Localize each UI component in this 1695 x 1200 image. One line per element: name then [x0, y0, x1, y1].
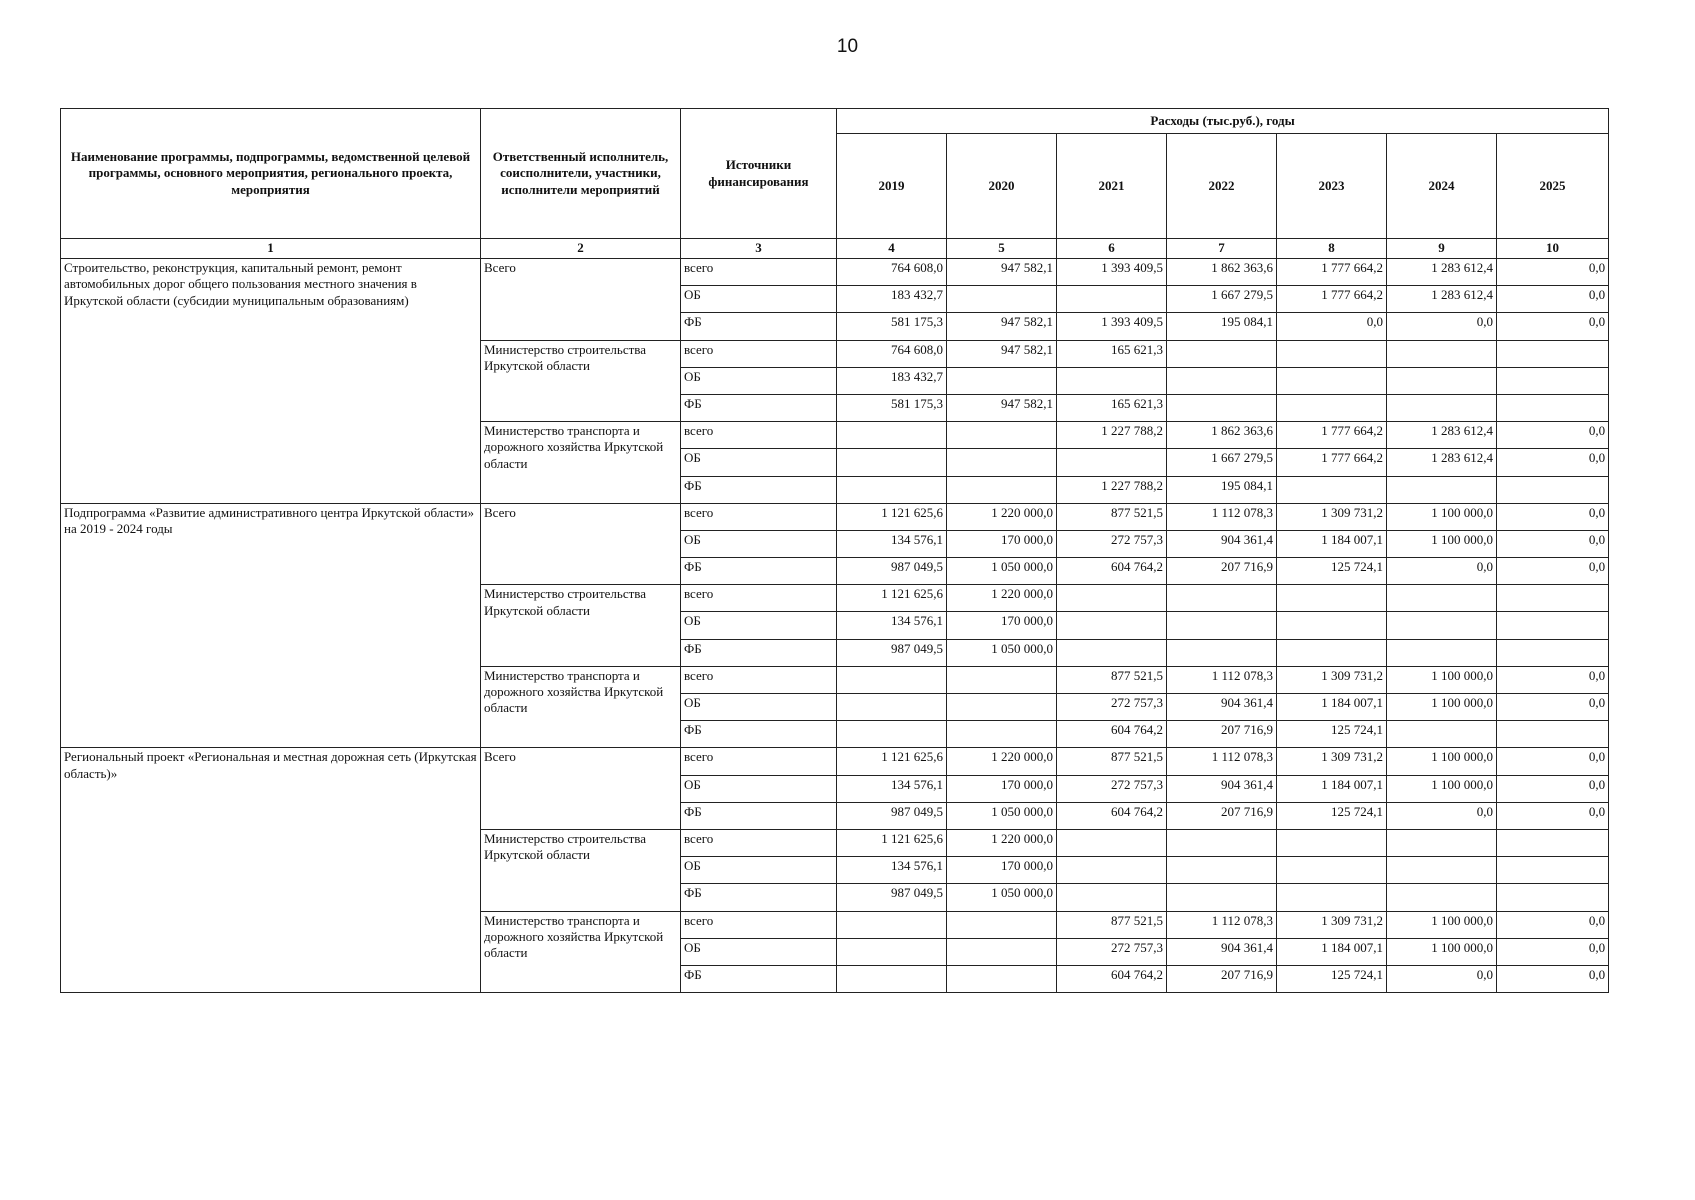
expense-value — [1387, 612, 1497, 639]
expense-value: 1 667 279,5 — [1167, 286, 1277, 313]
expense-value — [1387, 857, 1497, 884]
funding-source: ОБ — [681, 449, 837, 476]
header-year: 2024 — [1387, 134, 1497, 239]
expense-value: 1 100 000,0 — [1387, 938, 1497, 965]
expense-value: 0,0 — [1497, 911, 1609, 938]
executor-name: Министерство строительства Иркутской области — [481, 829, 681, 911]
expense-value: 1 309 731,2 — [1277, 503, 1387, 530]
expense-value — [947, 449, 1057, 476]
expense-value — [1387, 585, 1497, 612]
expense-value — [1387, 476, 1497, 503]
funding-source: ОБ — [681, 286, 837, 313]
expense-value — [837, 911, 947, 938]
expense-value — [1167, 585, 1277, 612]
expense-value — [1497, 884, 1609, 911]
expense-value: 272 757,3 — [1057, 694, 1167, 721]
expense-value: 125 724,1 — [1277, 965, 1387, 992]
expense-value: 1 100 000,0 — [1387, 666, 1497, 693]
executor-name: Всего — [481, 748, 681, 830]
expense-value: 1 220 000,0 — [947, 829, 1057, 856]
expense-value — [1277, 340, 1387, 367]
expense-value: 0,0 — [1497, 666, 1609, 693]
expense-value — [1387, 340, 1497, 367]
expense-value — [1497, 340, 1609, 367]
column-number: 1 — [61, 239, 481, 259]
funding-source: всего — [681, 585, 837, 612]
expense-value: 904 361,4 — [1167, 694, 1277, 721]
expense-value — [1167, 612, 1277, 639]
expense-value: 0,0 — [1497, 259, 1609, 286]
executor-name: Всего — [481, 259, 681, 341]
column-number: 7 — [1167, 239, 1277, 259]
expense-value — [1497, 585, 1609, 612]
expense-value: 1 220 000,0 — [947, 503, 1057, 530]
expense-value — [1057, 829, 1167, 856]
expense-value — [1277, 476, 1387, 503]
expense-value: 987 049,5 — [837, 884, 947, 911]
expense-value — [1497, 639, 1609, 666]
expense-value: 947 582,1 — [947, 394, 1057, 421]
funding-source: ФБ — [681, 802, 837, 829]
expense-value: 1 393 409,5 — [1057, 259, 1167, 286]
table-row — [61, 503, 1609, 530]
expense-value: 0,0 — [1387, 558, 1497, 585]
funding-source: всего — [681, 503, 837, 530]
funding-source: всего — [681, 829, 837, 856]
expense-value — [1387, 884, 1497, 911]
expense-value — [947, 476, 1057, 503]
expense-value — [947, 367, 1057, 394]
expense-value — [837, 694, 947, 721]
expense-value: 170 000,0 — [947, 530, 1057, 557]
funding-source: ОБ — [681, 775, 837, 802]
expense-value: 0,0 — [1497, 748, 1609, 775]
funding-source: ФБ — [681, 965, 837, 992]
expense-value: 904 361,4 — [1167, 775, 1277, 802]
expense-value: 1 184 007,1 — [1277, 694, 1387, 721]
expense-value: 165 621,3 — [1057, 340, 1167, 367]
table-body — [61, 259, 1609, 993]
funding-source: ФБ — [681, 558, 837, 585]
expense-value — [1167, 639, 1277, 666]
program-name: Региональный проект «Региональная и местная дорожная сеть (Иркутская область)» — [61, 748, 481, 993]
expense-value: 272 757,3 — [1057, 530, 1167, 557]
expense-value: 1 184 007,1 — [1277, 530, 1387, 557]
header-name: Наименование программы, подпрограммы, ведомственной целевой программы, основного мероприятия, регионального проекта, мероприятия — [61, 109, 481, 239]
expense-value: 1 112 078,3 — [1167, 503, 1277, 530]
column-number: 8 — [1277, 239, 1387, 259]
expense-value: 987 049,5 — [837, 639, 947, 666]
expense-value: 904 361,4 — [1167, 938, 1277, 965]
page-number: 10 — [836, 36, 859, 57]
expense-value — [837, 476, 947, 503]
expense-value: 1 309 731,2 — [1277, 666, 1387, 693]
expense-value — [1277, 857, 1387, 884]
header-year: 2021 — [1057, 134, 1167, 239]
expense-value: 0,0 — [1497, 938, 1609, 965]
expense-value: 581 175,3 — [837, 394, 947, 421]
expense-value: 1 283 612,4 — [1387, 259, 1497, 286]
expense-value: 1 777 664,2 — [1277, 259, 1387, 286]
executor-name: Министерство транспорта и дорожного хозяйства Иркутской области — [481, 911, 681, 993]
expense-value: 1 184 007,1 — [1277, 938, 1387, 965]
expense-value: 134 576,1 — [837, 612, 947, 639]
funding-source: ФБ — [681, 476, 837, 503]
expense-value: 604 764,2 — [1057, 558, 1167, 585]
expense-value: 1 121 625,6 — [837, 829, 947, 856]
funding-source: ОБ — [681, 857, 837, 884]
executor-name: Министерство транспорта и дорожного хозяйства Иркутской области — [481, 422, 681, 504]
header-year: 2019 — [837, 134, 947, 239]
header-expenses: Расходы (тыс.руб.), годы — [837, 109, 1609, 134]
expense-value: 0,0 — [1497, 558, 1609, 585]
expense-value — [947, 721, 1057, 748]
expense-value — [1497, 367, 1609, 394]
expense-value: 1 050 000,0 — [947, 639, 1057, 666]
expense-value: 1 121 625,6 — [837, 585, 947, 612]
expense-value — [837, 666, 947, 693]
funding-source: всего — [681, 259, 837, 286]
budget-table — [60, 108, 1609, 993]
expense-value: 947 582,1 — [947, 313, 1057, 340]
funding-source: всего — [681, 748, 837, 775]
expense-value: 764 608,0 — [837, 340, 947, 367]
expense-value: 947 582,1 — [947, 340, 1057, 367]
expense-value: 207 716,9 — [1167, 802, 1277, 829]
expense-value — [1277, 884, 1387, 911]
expense-value — [1167, 340, 1277, 367]
expense-value — [1057, 367, 1167, 394]
funding-source: ФБ — [681, 639, 837, 666]
expense-value: 1 227 788,2 — [1057, 422, 1167, 449]
expense-value: 125 724,1 — [1277, 802, 1387, 829]
expense-value: 1 309 731,2 — [1277, 748, 1387, 775]
program-name: Подпрограмма «Развитие административного центра Иркутской области» на 2019 - 2024 годы — [61, 503, 481, 748]
expense-value — [837, 422, 947, 449]
expense-value — [1167, 394, 1277, 421]
expense-value: 1 393 409,5 — [1057, 313, 1167, 340]
expense-value — [1167, 829, 1277, 856]
expense-value: 1 777 664,2 — [1277, 422, 1387, 449]
expense-value: 125 724,1 — [1277, 558, 1387, 585]
expense-value — [1167, 857, 1277, 884]
expense-value — [1057, 612, 1167, 639]
funding-source: ОБ — [681, 530, 837, 557]
expense-value — [1167, 367, 1277, 394]
expense-value — [1057, 286, 1167, 313]
funding-source: всего — [681, 340, 837, 367]
funding-source: всего — [681, 911, 837, 938]
expense-value: 581 175,3 — [837, 313, 947, 340]
funding-source: ОБ — [681, 694, 837, 721]
expense-value: 877 521,5 — [1057, 748, 1167, 775]
expense-value — [947, 422, 1057, 449]
expense-value — [947, 286, 1057, 313]
expense-value: 1 112 078,3 — [1167, 666, 1277, 693]
expense-value: 1 050 000,0 — [947, 884, 1057, 911]
expense-value: 604 764,2 — [1057, 802, 1167, 829]
expense-value — [1277, 829, 1387, 856]
expense-value — [1277, 639, 1387, 666]
expense-value: 1 777 664,2 — [1277, 449, 1387, 476]
header-sources: Источники финансирования — [681, 109, 837, 239]
expense-value — [1277, 612, 1387, 639]
column-number: 4 — [837, 239, 947, 259]
expense-value — [947, 694, 1057, 721]
expense-value: 134 576,1 — [837, 857, 947, 884]
expense-value — [1387, 394, 1497, 421]
expense-value: 0,0 — [1387, 313, 1497, 340]
expense-value: 1 100 000,0 — [1387, 748, 1497, 775]
expense-value: 1 777 664,2 — [1277, 286, 1387, 313]
header-executor: Ответственный исполнитель, соисполнители, участники, исполнители мероприятий — [481, 109, 681, 239]
expense-value: 604 764,2 — [1057, 721, 1167, 748]
expense-value: 134 576,1 — [837, 775, 947, 802]
header-year: 2022 — [1167, 134, 1277, 239]
expense-value: 195 084,1 — [1167, 476, 1277, 503]
expense-value — [1497, 721, 1609, 748]
column-number: 2 — [481, 239, 681, 259]
expense-value — [1497, 394, 1609, 421]
expense-value: 0,0 — [1497, 530, 1609, 557]
expense-value: 272 757,3 — [1057, 938, 1167, 965]
expense-value: 1 100 000,0 — [1387, 694, 1497, 721]
funding-source: ОБ — [681, 938, 837, 965]
funding-source: всего — [681, 666, 837, 693]
expense-value: 207 716,9 — [1167, 965, 1277, 992]
expense-value: 272 757,3 — [1057, 775, 1167, 802]
expense-value: 1 862 363,6 — [1167, 259, 1277, 286]
expense-value — [1057, 639, 1167, 666]
funding-source: ФБ — [681, 394, 837, 421]
executor-name: Всего — [481, 503, 681, 585]
table-row — [61, 259, 1609, 286]
expense-value — [1497, 857, 1609, 884]
expense-value — [1387, 721, 1497, 748]
expense-value — [947, 965, 1057, 992]
expense-value: 1 112 078,3 — [1167, 911, 1277, 938]
expense-value — [947, 911, 1057, 938]
expense-value: 0,0 — [1497, 313, 1609, 340]
expense-value: 0,0 — [1277, 313, 1387, 340]
header-year: 2025 — [1497, 134, 1609, 239]
expense-value — [1387, 829, 1497, 856]
expense-value: 1 050 000,0 — [947, 558, 1057, 585]
funding-source: ОБ — [681, 367, 837, 394]
expense-value: 1 050 000,0 — [947, 802, 1057, 829]
expense-value — [947, 938, 1057, 965]
expense-value — [1387, 367, 1497, 394]
expense-value: 1 112 078,3 — [1167, 748, 1277, 775]
expense-value — [1497, 612, 1609, 639]
expense-value: 1 121 625,6 — [837, 748, 947, 775]
executor-name: Министерство строительства Иркутской области — [481, 585, 681, 667]
executor-name: Министерство транспорта и дорожного хозяйства Иркутской области — [481, 666, 681, 748]
expense-value — [837, 721, 947, 748]
expense-value: 207 716,9 — [1167, 558, 1277, 585]
expense-value: 1 283 612,4 — [1387, 449, 1497, 476]
expense-value: 134 576,1 — [837, 530, 947, 557]
expense-value: 183 432,7 — [837, 286, 947, 313]
expense-value: 1 100 000,0 — [1387, 503, 1497, 530]
expense-value: 764 608,0 — [837, 259, 947, 286]
expense-value: 0,0 — [1387, 802, 1497, 829]
expense-value: 0,0 — [1497, 449, 1609, 476]
expense-value — [1057, 857, 1167, 884]
column-number: 3 — [681, 239, 837, 259]
expense-value: 0,0 — [1497, 422, 1609, 449]
expense-value — [1167, 884, 1277, 911]
expense-value: 1 227 788,2 — [1057, 476, 1167, 503]
expense-value: 904 361,4 — [1167, 530, 1277, 557]
expense-value: 1 220 000,0 — [947, 585, 1057, 612]
expense-value: 0,0 — [1497, 503, 1609, 530]
expense-value — [1497, 476, 1609, 503]
header-year: 2023 — [1277, 134, 1387, 239]
expense-value: 604 764,2 — [1057, 965, 1167, 992]
expense-value: 1 100 000,0 — [1387, 911, 1497, 938]
expense-value: 987 049,5 — [837, 558, 947, 585]
expense-value: 0,0 — [1497, 775, 1609, 802]
expense-value — [1057, 884, 1167, 911]
table-row — [61, 748, 1609, 775]
expense-value: 1 862 363,6 — [1167, 422, 1277, 449]
expense-value — [837, 938, 947, 965]
expense-value: 183 432,7 — [837, 367, 947, 394]
expense-value — [837, 449, 947, 476]
expense-value: 125 724,1 — [1277, 721, 1387, 748]
expense-value: 1 100 000,0 — [1387, 530, 1497, 557]
funding-source: всего — [681, 422, 837, 449]
funding-source: ФБ — [681, 313, 837, 340]
expense-value: 1 220 000,0 — [947, 748, 1057, 775]
expense-value: 0,0 — [1497, 286, 1609, 313]
expense-value: 195 084,1 — [1167, 313, 1277, 340]
expense-value: 170 000,0 — [947, 612, 1057, 639]
budget-table-container — [60, 108, 1608, 993]
column-number: 5 — [947, 239, 1057, 259]
expense-value: 1 121 625,6 — [837, 503, 947, 530]
expense-value: 877 521,5 — [1057, 911, 1167, 938]
header-year: 2020 — [947, 134, 1057, 239]
expense-value: 987 049,5 — [837, 802, 947, 829]
executor-name: Министерство строительства Иркутской области — [481, 340, 681, 422]
expense-value: 877 521,5 — [1057, 503, 1167, 530]
expense-value: 0,0 — [1497, 965, 1609, 992]
expense-value: 170 000,0 — [947, 857, 1057, 884]
program-name: Строительство, реконструкция, капитальный ремонт, ремонт автомобильных дорог общего пользования местного значения в Иркутской области (субсидии муниципальным образованиям) — [61, 259, 481, 504]
funding-source: ФБ — [681, 884, 837, 911]
expense-value — [1057, 585, 1167, 612]
expense-value: 0,0 — [1387, 965, 1497, 992]
expense-value — [1277, 585, 1387, 612]
expense-value: 207 716,9 — [1167, 721, 1277, 748]
expense-value — [837, 965, 947, 992]
expense-value: 1 100 000,0 — [1387, 775, 1497, 802]
expense-value: 1 283 612,4 — [1387, 422, 1497, 449]
expense-value: 1 283 612,4 — [1387, 286, 1497, 313]
funding-source: ФБ — [681, 721, 837, 748]
funding-source: ОБ — [681, 612, 837, 639]
expense-value — [1277, 394, 1387, 421]
expense-value: 947 582,1 — [947, 259, 1057, 286]
expense-value: 1 309 731,2 — [1277, 911, 1387, 938]
expense-value — [1277, 367, 1387, 394]
expense-value — [1387, 639, 1497, 666]
expense-value — [1497, 829, 1609, 856]
expense-value: 1 184 007,1 — [1277, 775, 1387, 802]
expense-value: 0,0 — [1497, 802, 1609, 829]
expense-value: 0,0 — [1497, 694, 1609, 721]
expense-value — [947, 666, 1057, 693]
expense-value: 1 667 279,5 — [1167, 449, 1277, 476]
expense-value: 170 000,0 — [947, 775, 1057, 802]
column-number: 9 — [1387, 239, 1497, 259]
column-number: 6 — [1057, 239, 1167, 259]
column-number: 10 — [1497, 239, 1609, 259]
expense-value: 165 621,3 — [1057, 394, 1167, 421]
expense-value: 877 521,5 — [1057, 666, 1167, 693]
expense-value — [1057, 449, 1167, 476]
